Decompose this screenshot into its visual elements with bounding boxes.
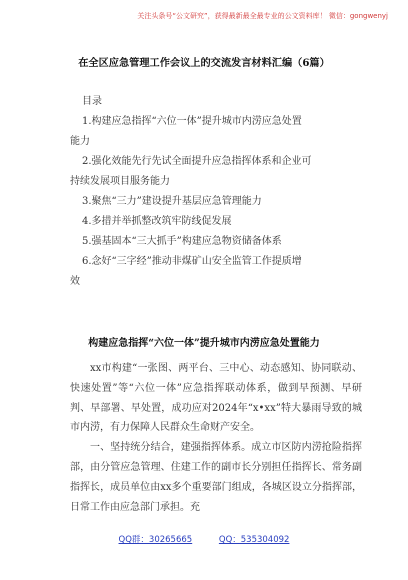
toc-heading: 目录 [82,96,102,107]
body-paragraph: 一、坚持统分结合，建强指挥体系。成立市区防内涝抢险指挥部，由分管应急管理、住建工作的副市长分别担任指挥长、常务副指挥长，成员单位由xx多个重要部门组成，各城区设立分指挥部，日常工作由应急部门承担。充 [70,442,362,513]
toc-item-text: 2.强化效能先行先试全面提升应急指挥体系和企业可 [82,156,312,167]
header-watermark: 关注头条号“公文研究”，获得最新最全最专业的公文资料库！ 微信：gongwenyj [137,12,388,20]
toc-item[interactable] [70,152,366,192]
toc-item[interactable] [70,252,366,292]
table-of-contents [70,92,366,292]
toc-item-text: 3.聚焦“三力”建设提升基层应急管理能力 [82,196,262,207]
toc-item-continuation: 效 [70,276,80,287]
body-paragraph: xx市构建“一张图、两平台、三中心、动态感知、协同联动、快速处置”等“六位一体”应急指挥联动体系，做到早预测、早研判、早部署、早处置，成功应对2024年“x•xx”特大暴雨导致的城市内涝，有力保障人民群众生命财产安全。 [70,363,362,434]
section-title: 构建应急指挥“六位一体”提升城市内涝应急处置能力 [88,338,320,349]
toc-item-continuation: 持续发展项目服务能力 [70,176,170,187]
document-title: 在全区应急管理工作会议上的交流发言材料汇编（6篇） [78,57,330,69]
footer-qq-group-link[interactable]: QQ群：30265665 [118,535,193,545]
toc-item-text: 6.念好“三字经”推动非煤矿山安全监管工作提质增 [82,256,302,267]
toc-item-text: 1.构建应急指挥“六位一体”提升城市内涝应急处置 [82,116,302,127]
toc-item[interactable] [70,112,366,152]
toc-item-continuation: 能力 [70,136,90,147]
toc-item[interactable] [82,232,366,252]
toc-item-text: 5.强基固本“三大抓手”构建应急物资储备体系 [82,236,282,247]
footer-qq-link[interactable]: QQ：535304092 [218,535,290,545]
toc-item-text: 4.多措并举抓整改筑牢防线促发展 [82,216,232,227]
section-body [70,359,362,517]
toc-item[interactable] [82,192,366,212]
footer-contact [0,533,408,545]
toc-item[interactable] [82,212,366,232]
